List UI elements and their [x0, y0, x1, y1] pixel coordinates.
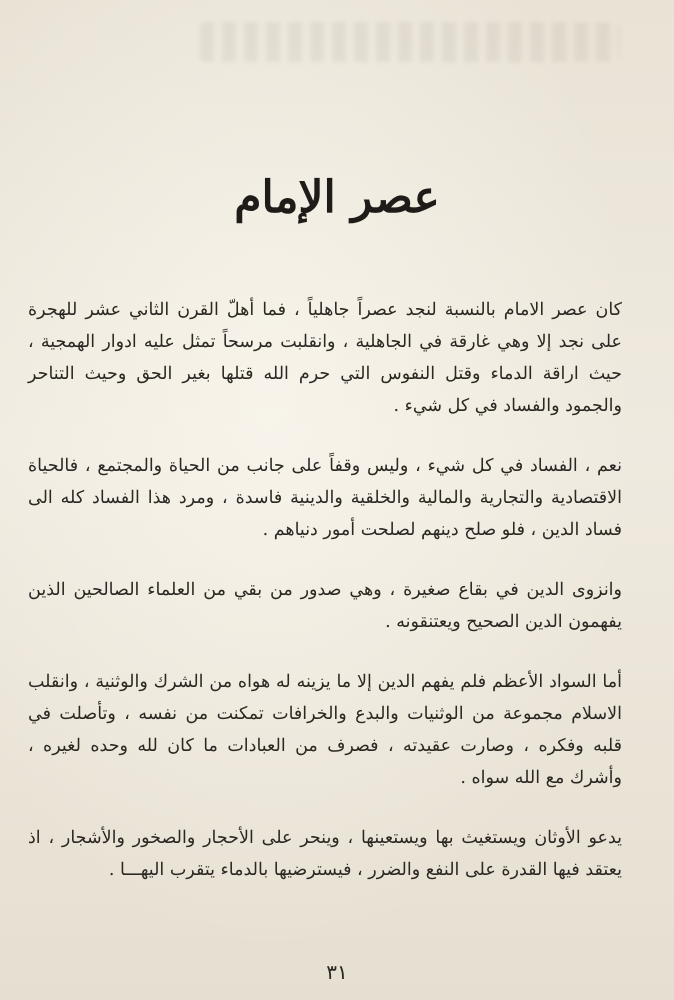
chapter-title: عصر الإمام: [234, 172, 440, 223]
paragraph-4: أما السواد الأعظم فلم يفهم الدين إلا ما يزينه له هواه من الشرك والوثنية ، وانقلب الاسلام مجموعة من الوثنيات والبدع والخرافات تمكنت من نفسه ، وتأصلت في قلبه وفكره ، وصارت عقيدته ، فصرف من العبادات ما كان لله وحده لغيره ، وأشرك مع الله سواه .: [28, 672, 622, 788]
paragraph-2: نعم ، الفساد في كل شيء ، وليس وقفاً على جانب من الحياة والمجتمع ، فالحياة الاقتصادية والتجارية والمالية والخلقية والدينية فاسدة ، ومرد هذا الفساد كله الى فساد الدين ، فلو صلح دينهم لصلحت أمور دنياهم .: [28, 456, 622, 540]
paragraph-3: وانزوى الدين في بقاع صغيرة ، وهي صدور من بقي من العلماء الصالحين الذين يفهمون الدين الصحيح ويعتنقونه .: [28, 580, 622, 632]
paragraph-1: كان عصر الامام بالنسبة لنجد عصراً جاهلياً ، فما أهلّ القرن الثاني عشر للهجرة على نجد إلا وهي غارقة في الجاهلية ، وانقلبت مرسحاً تمثل عليه ادوار الهمجية ، حيث اراقة الدماء وقتل النفوس التي حرم الله قتلها بغير الحق وحيث التناحر والجمود والفساد في كل شيء .: [28, 300, 622, 416]
paragraph-5: يدعو الأوثان ويستغيث بها ويستعينها ، وينحر على الأحجار والصخور والأشجار ، اذ يعتقد فيها القدرة على النفع والضرر ، فيسترضيها بالدماء يتقرب اليهـــا .: [28, 828, 622, 880]
body-text: [28, 294, 622, 914]
bleed-through-text: [200, 22, 620, 62]
page-number: ٣١: [326, 960, 348, 984]
